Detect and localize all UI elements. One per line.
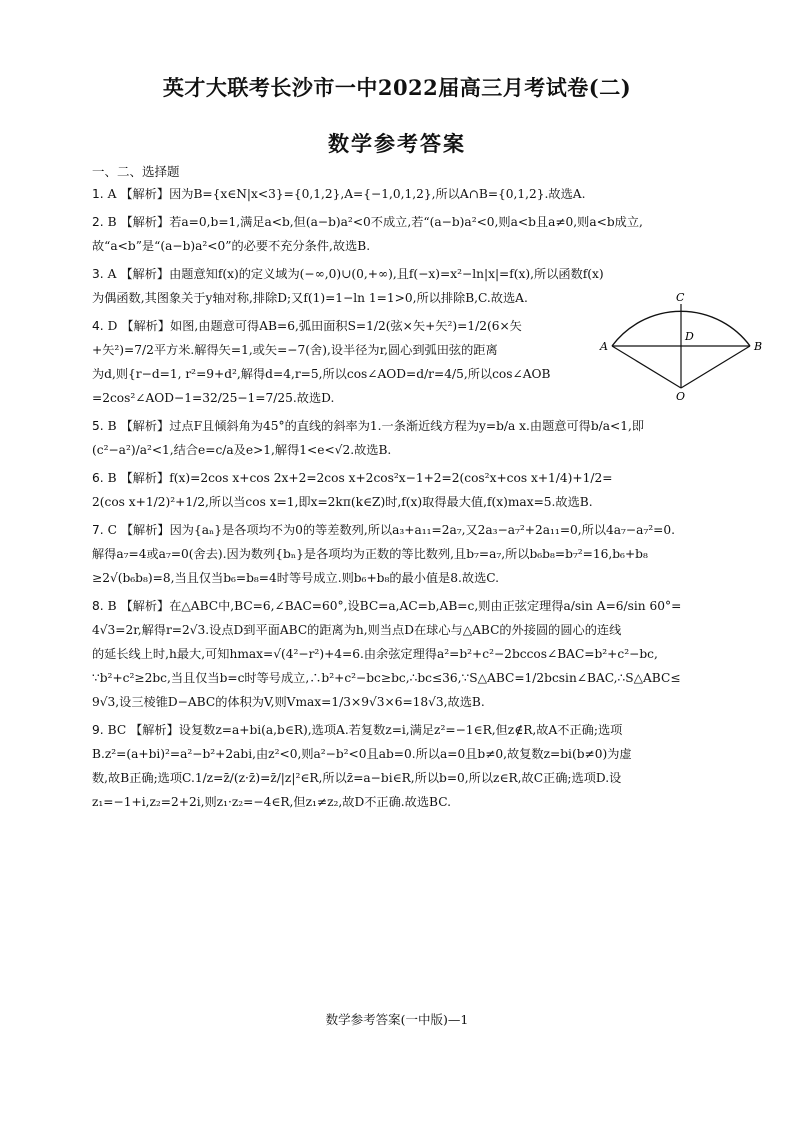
item-number: 3. — [92, 267, 104, 281]
item-number: 7. — [92, 523, 104, 537]
item-number: 5. — [92, 419, 104, 433]
item-line: C 【解析】因为{aₙ}是各项均不为0的等差数列,所以a₃+a₁₁=2a₇,又2a₃−a₇²+2a₁₁=0,所以4a₇−a₇²=0. — [107, 523, 676, 537]
label-a: A — [600, 340, 608, 353]
item-line: 故“a<b”是“(a−b)a²<0”的必要不充分条件,故选B. — [92, 239, 371, 253]
arc-field-diagram — [598, 292, 768, 402]
page-footer: 数学参考答案(一中版)—1 — [325, 1012, 469, 1027]
answer-item-9 — [92, 718, 756, 814]
answer-item-5 — [92, 414, 756, 462]
item-line: B 【解析】若a=0,b=1,满足a<b,但(a−b)a²<0不成立,若“(a−b)a²<0,则a<b且a≠0,则a<b成立, — [107, 215, 643, 229]
item-number: 4. — [92, 319, 104, 333]
answer-list — [92, 182, 756, 818]
answer-item-2 — [92, 210, 756, 258]
document-title: 数学参考答案 — [328, 131, 466, 156]
item-line: z₁=−1+i,z₂=2+2i,则z₁·z₂=−4∈R,但z₁≠z₂,故D不正确.故选BC. — [92, 795, 452, 809]
item-line: =2cos²∠AOD−1=32/25−1=7/25.故选D. — [92, 391, 335, 405]
item-line: 数,故B正确;选项C.1/z=z̄/(z·z̄)=z̄/|z|²∈R,所以z̄=a−bi∈R,所以b=0,所以z∈R,故C正确;选项D.设 — [92, 771, 622, 785]
item-line: B 【解析】过点F且倾斜角为45°的直线的斜率为1.一条渐近线方程为y=b/a x.由题意可得b/a<1,即 — [107, 419, 645, 433]
item-line: D 【解析】如图,由题意可得AB=6,弧田面积S=1/2(弦×矢+矢²)=1/2(6×矢 — [107, 319, 522, 333]
answer-item-6 — [92, 466, 756, 514]
item-line: 为偶函数,其图象关于y轴对称,排除D;又f(1)=1−ln 1=1>0,所以排除B,C.故选A. — [92, 291, 528, 305]
label-d: D — [685, 330, 694, 343]
item-number: 8. — [92, 599, 104, 613]
item-line: B 【解析】f(x)=2cos x+cos 2x+2=2cos x+2cos²x−1+2=2(cos²x+cos x+1/4)+1/2= — [107, 471, 613, 485]
item-number: 1. — [92, 187, 104, 201]
item-line: 2(cos x+1/2)²+1/2,所以当cos x=1,即x=2kπ(k∈Z)时,f(x)取得最大值,f(x)max=5.故选B. — [92, 495, 593, 509]
item-line: B 【解析】在△ABC中,BC=6,∠BAC=60°,设BC=a,AC=b,AB=c,则由正弦定理得a/sin A=6/sin 60°= — [107, 599, 682, 613]
item-line: +矢²)=7/2平方米.解得矢=1,或矢=−7(舍),设半径为r,圆心到弧田弦的距离 — [92, 343, 498, 357]
item-line: 9√3,设三棱锥D−ABC的体积为V,则Vmax=1/3×9√3×6=18√3,故选B. — [92, 695, 485, 709]
item-line: A 【解析】由题意知f(x)的定义域为(−∞,0)∪(0,+∞),且f(−x)=x²−ln|x|=f(x),所以函数f(x) — [107, 267, 604, 281]
answer-item-8 — [92, 594, 756, 714]
answer-item-1 — [92, 182, 756, 206]
item-number: 6. — [92, 471, 104, 485]
label-c: C — [676, 292, 685, 304]
item-line: BC 【解析】设复数z=a+bi(a,b∈R),选项A.若复数z=i,满足z²=−1∈R,但z∉R,故A不正确;选项 — [107, 723, 623, 737]
item-number: 9. — [92, 723, 104, 737]
school-title: 英才大联考长沙市一中2022届高三月考试卷(二) — [162, 75, 632, 100]
label-b: B — [754, 340, 763, 353]
item-line: 为d,则{r−d=1, r²=9+d²,解得d=4,r=5,所以cos∠AOD=d/r=4/5,所以cos∠AOB — [92, 367, 551, 381]
item-line: ∵b²+c²≥2bc,当且仅当b=c时等号成立,∴b²+c²−bc≥bc,∴bc≤36,∵S△ABC=1/2bcsin∠BAC,∴S△ABC≤ — [92, 671, 681, 685]
item-line: 的延长线上时,h最大,可知hmax=√(4²−r²)+4=6.由余弦定理得a²=b²+c²−2bccos∠BAC=b²+c²−bc, — [92, 647, 658, 661]
item-line: ≥2√(b₆b₈)=8,当且仅当b₆=b₈=4时等号成立.则b₆+b₈的最小值是8.故选C. — [92, 571, 500, 585]
item-line: A 【解析】因为B={x∈N|x<3}={0,1,2},A={−1,0,1,2},所以A∩B={0,1,2}.故选A. — [107, 187, 586, 201]
label-o: O — [676, 390, 686, 402]
answer-item-7 — [92, 518, 756, 590]
item-line: B.z²=(a+bi)²=a²−b²+2abi,由z²<0,则a²−b²<0且ab=0.所以a=0且b≠0,故复数z=bi(b≠0)为虚 — [92, 747, 632, 761]
item-line: (c²−a²)/a²<1,结合e=c/a及e>1,解得1<e<√2.故选B. — [92, 443, 392, 457]
item-number: 2. — [92, 215, 104, 229]
radius-ob — [681, 346, 750, 388]
answer-item-4 — [92, 314, 592, 410]
radius-oa — [612, 346, 681, 388]
item-line: 4√3=2r,解得r=2√3.设点D到平面ABC的距离为h,则当点D在球心与△ABC的外接圆的圆心的连线 — [92, 623, 622, 637]
section-label: 一、二、选择题 — [92, 164, 180, 179]
item-line: 解得a₇=4或a₇=0(舍去).因为数列{bₙ}是各项均为正数的等比数列,且b₇=a₇,所以b₆b₈=b₇²=16,b₆+b₈ — [92, 547, 648, 561]
